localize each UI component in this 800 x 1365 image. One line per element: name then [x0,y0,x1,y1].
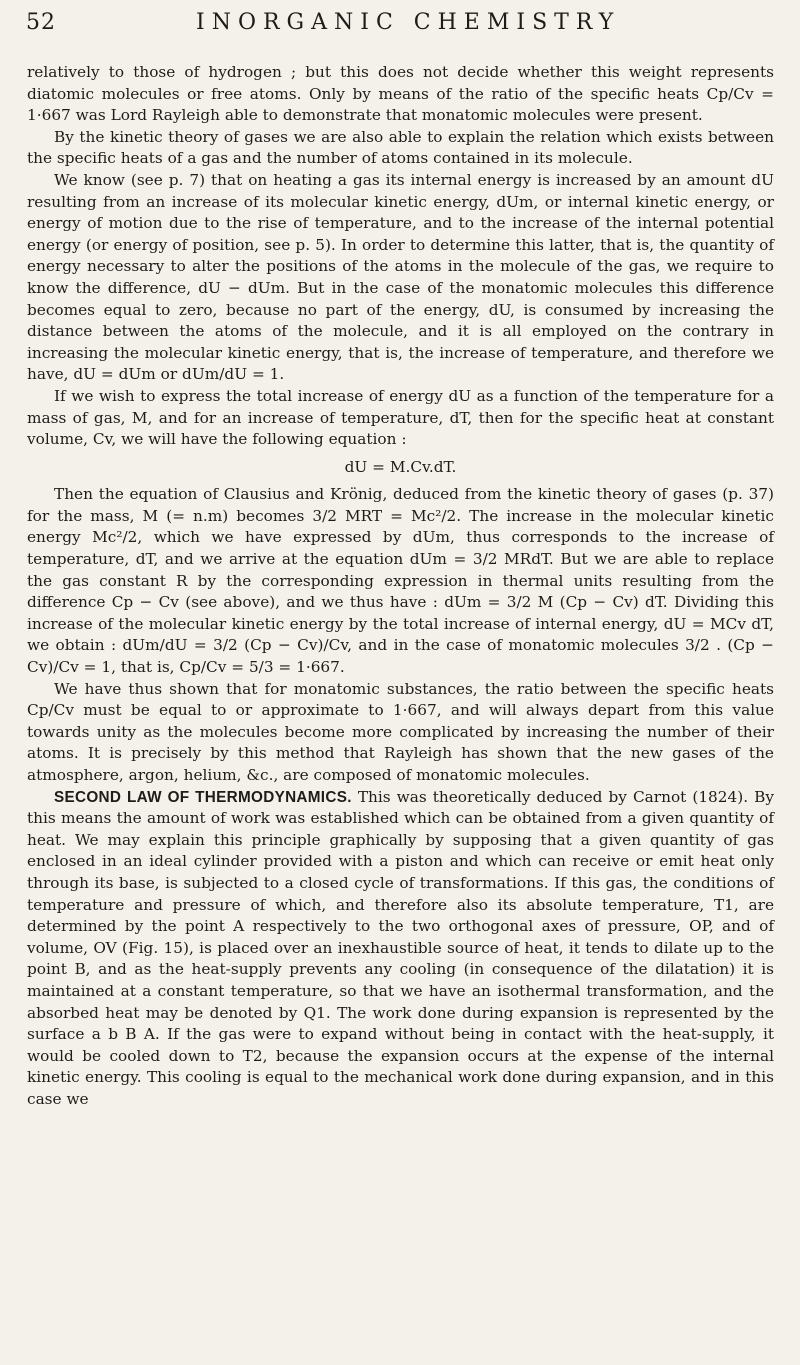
page-body [27,62,774,1111]
paragraph-second-law [27,787,774,1111]
paragraph-expansion: The work done during expansion is represented by the surface a b B A. If the gas were to expand without being in contact with the heat-supply, it would be cooled down to T2, because the expansion occurs at the expense of the internal kinetic energy. This cooling is equal to the mechanical work done during expansion, and in this case we [27,1003,774,1108]
paragraph-internal-energy: We know (see p. 7) that on heating a gas its internal energy is increased by an amount dU resulting from an increase of its molecular kinetic energy, dUm, or internal kinetic energy, or energy of motion due to the rise of temperature, and to the increase of the internal potential energy (or energy of position, see p. 5). In order to determine this latter, that is, the quantity of energy necessary to alter the positions of the atoms in the molecule of the gas, we require to know the difference, dU − dUm. But in the case of the monatomic molecules this difference becomes equal to zero, because no part of the energy, dU, is consumed by increasing the distance between the atoms of the molecule, and it is all employed on the contrary in increasing the molecular kinetic energy, that is, the increase of temperature, and therefore we have, dU = dUm or dUm/dU = 1. [27,170,774,384]
page-number: 52 [26,10,56,35]
paragraph-kinetic-theory: By the kinetic theory of gases we are also able to explain the relation which exists between the specific heats of a gas and the number of atoms contained in its molecule. [27,127,774,168]
paragraph-monatomic-ratio: We have thus shown that for monatomic substances, the ratio between the specific heats Cp/Cv must be equal to or approximate to 1·667, and will always depart from this value towards unity as the molecules become more complicated by increasing the number of their atoms. It is precisely by this method that Rayleigh has shown that the new gases of the atmosphere, argon, helium, &c., are composed of monatomic molecules. [27,679,774,784]
equation-du: dU = M.Cv.dT. [344,457,457,476]
paragraph-total-energy: If we wish to express the total increase of energy dU as a function of the temperature for a mass of gas, M, and for an increase of temperature, dT, then for the specific heat at constant volume, Cv, we will have the following equation : [27,386,774,449]
paragraph-clausius-kronig: Then the equation of Clausius and Krönig, deduced from the kinetic theory of gases (p. 37) for the mass, M (= n.m) becomes 3/2 MRT = Mc²/2. The increase in the molecular kinetic energy Mc²/2, which we have expressed by dUm, thus corresponds to the increase of temperature, dT, and we arrive at the equation dUm = 3/2 MRdT. But we are able to replace the gas constant R by the corresponding expression in thermal units resulting from the difference Cp − Cv (see above), and we thus have : dUm = 3/2 M (Cp − Cv) dT. Dividing this increase of the molecular kinetic energy by the total increase of internal energy, dU = MCv dT, we obtain : dUm/dU = 3/2 (Cp − Cv)/Cv, and in the case of monatomic molecules 3/2 . (Cp − Cv)/Cv = 1, that is, Cp/Cv = 5/3 = 1·667. [27,485,774,677]
running-title: INORGANIC CHEMISTRY [196,10,621,35]
section-heading: SECOND LAW OF THERMODYNAMICS. [54,788,352,806]
page-header [26,10,774,40]
paragraph-specific-heats: relatively to those of hydrogen ; but this does not decide whether this weight represents diatomic molecules or free atoms. Only by means of the ratio of the specific heats Cp/Cv = 1·667 was Lord Rayleigh able to demonstrate that monatomic molecules were present. [27,63,774,125]
section-text: This was theoretically deduced by Carnot (1824). By this means the amount of work was established which can be obtained from a given quantity of heat. We may explain this principle graphically by supposing that a given quantity of gas enclosed in an ideal cylinder provided with a piston and which can receive or emit heat only through its base, is subjected to a closed cycle of transformations. If this gas, the conditions of temperature and pressure of which, and therefore also its absolute temperature, T1, are determined by the point A respectively to the two orthogonal axes of pressure, OP, and of volume, OV (Fig. 15), is placed over an inexhaustible source of heat, it tends to dilate up to the point B, and as the heat-supply prevents any cooling (in consequence of the dilatation) it is maintained at a constant temperature, so that we have an isothermal transformation, and the absorbed heat may be denoted by Q1. [27,787,774,1022]
